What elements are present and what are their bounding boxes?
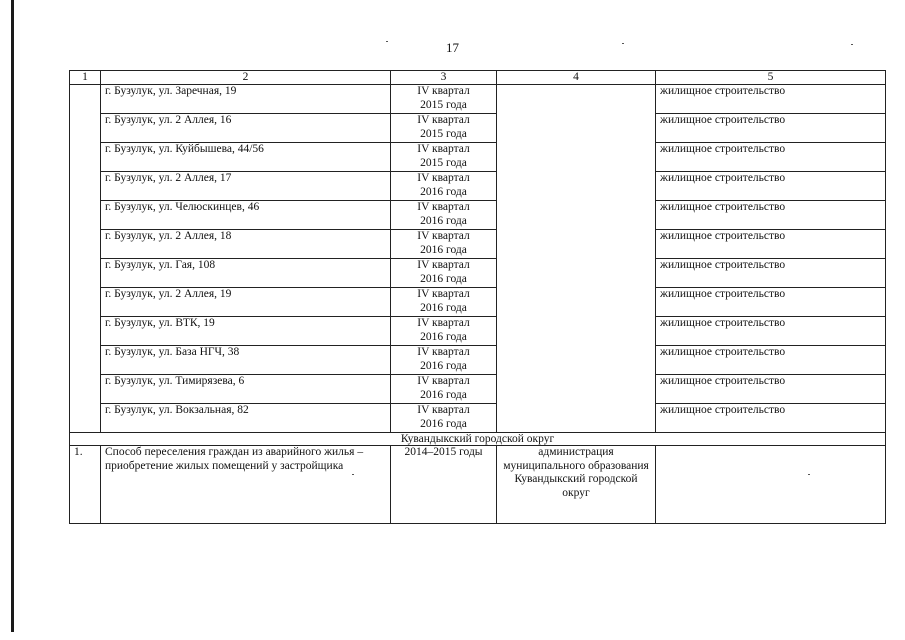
region-section xyxy=(70,433,886,446)
deadline-cell xyxy=(391,114,497,143)
table-row xyxy=(70,143,886,172)
page-number: 17 xyxy=(446,40,459,55)
deadline-quarter: IV квартал xyxy=(417,288,470,300)
purpose-cell: жилищное строительство xyxy=(656,85,886,114)
purpose-cell: жилищное строительство xyxy=(656,288,886,317)
deadline-cell xyxy=(391,172,497,201)
deadline-year: 2016 года xyxy=(420,301,467,314)
deadline-year: 2016 года xyxy=(420,272,467,285)
deadline-year: 2016 года xyxy=(420,417,467,430)
deadline-quarter: IV квартал xyxy=(417,85,470,97)
deadline-cell xyxy=(391,317,497,346)
region-row xyxy=(70,433,886,446)
address-cell: г. Бузулук, ул. Заречная, 19 xyxy=(101,85,391,114)
responsible-cell: администрация муниципального образования Кувандыкский городской округ xyxy=(497,446,656,524)
deadline-year: 2016 года xyxy=(420,185,467,198)
deadline-quarter: IV квартал xyxy=(417,172,470,184)
table-header xyxy=(70,71,886,85)
table-row xyxy=(70,288,886,317)
header-col-4: 4 xyxy=(497,71,656,85)
header-col-2: 2 xyxy=(101,71,391,85)
table-row xyxy=(70,201,886,230)
table-row xyxy=(70,172,886,201)
purpose-cell: жилищное строительство xyxy=(656,375,886,404)
deadline-quarter: IV квартал xyxy=(417,317,470,329)
header-col-3: 3 xyxy=(391,71,497,85)
address-cell: г. Бузулук, ул. Куйбышева, 44/56 xyxy=(101,143,391,172)
number-cell-empty xyxy=(70,85,101,433)
address-cell: г. Бузулук, ул. Челюскинцев, 46 xyxy=(101,201,391,230)
header-col-1: 1 xyxy=(70,71,101,85)
purpose-cell: жилищное строительство xyxy=(656,114,886,143)
table-row xyxy=(70,317,886,346)
scan-edge-line xyxy=(11,0,14,632)
address-cell: г. Бузулук, ул. База НГЧ, 38 xyxy=(101,346,391,375)
deadline-cell xyxy=(391,404,497,433)
description-cell: Способ переселения граждан из аварийного жилья – приобретение жилых помещений у застройщика xyxy=(101,446,391,524)
purpose-cell: жилищное строительство xyxy=(656,230,886,259)
header-col-5: 5 xyxy=(656,71,886,85)
address-cell: г. Бузулук, ул. 2 Аллея, 17 xyxy=(101,172,391,201)
deadline-year: 2016 года xyxy=(420,359,467,372)
deadline-year: 2016 года xyxy=(420,330,467,343)
table-row xyxy=(70,446,886,524)
deadline-year: 2016 года xyxy=(420,243,467,256)
deadline-year: 2015 года xyxy=(420,98,467,111)
purpose-cell: жилищное строительство xyxy=(656,172,886,201)
deadline-quarter: IV квартал xyxy=(417,143,470,155)
purpose-cell: жилищное строительство xyxy=(656,317,886,346)
deadline-cell xyxy=(391,230,497,259)
deadline-year: 2015 года xyxy=(420,156,467,169)
deadline-quarter: IV квартал xyxy=(417,346,470,358)
address-cell: г. Бузулук, ул. Гая, 108 xyxy=(101,259,391,288)
address-cell: г. Бузулук, ул. Тимирязева, 6 xyxy=(101,375,391,404)
purpose-cell: жилищное строительство xyxy=(656,346,886,375)
address-cell: г. Бузулук, ул. 2 Аллея, 19 xyxy=(101,288,391,317)
deadline-quarter: IV квартал xyxy=(417,404,470,416)
header-row xyxy=(70,71,886,85)
address-cell: г. Бузулук, ул. 2 Аллея, 18 xyxy=(101,230,391,259)
table-row xyxy=(70,346,886,375)
table-row xyxy=(70,375,886,404)
deadline-quarter: IV квартал xyxy=(417,259,470,271)
responsible-cell-empty xyxy=(497,85,656,433)
document-table xyxy=(69,70,886,524)
deadline-cell xyxy=(391,288,497,317)
deadline-cell xyxy=(391,201,497,230)
purpose-cell: жилищное строительство xyxy=(656,143,886,172)
table-row xyxy=(70,230,886,259)
purpose-cell xyxy=(656,446,886,524)
purpose-cell: жилищное строительство xyxy=(656,259,886,288)
row-number-cell: 1. xyxy=(70,446,101,524)
table-row xyxy=(70,85,886,114)
deadline-year: 2015 года xyxy=(420,127,467,140)
deadline-quarter: IV квартал xyxy=(417,230,470,242)
purpose-cell: жилищное строительство xyxy=(656,201,886,230)
deadline-cell xyxy=(391,85,497,114)
address-rows xyxy=(70,85,886,433)
deadline-cell xyxy=(391,259,497,288)
purpose-cell: жилищное строительство xyxy=(656,404,886,433)
deadline-year: 2016 года xyxy=(420,214,467,227)
deadline-quarter: IV квартал xyxy=(417,201,470,213)
deadline-cell xyxy=(391,375,497,404)
address-cell: г. Бузулук, ул. ВТК, 19 xyxy=(101,317,391,346)
final-section xyxy=(70,446,886,524)
deadline-cell xyxy=(391,346,497,375)
deadline-cell xyxy=(391,143,497,172)
table-row xyxy=(70,259,886,288)
deadline-quarter: IV квартал xyxy=(417,375,470,387)
table-row xyxy=(70,114,886,143)
deadline-year: 2016 года xyxy=(420,388,467,401)
address-cell: г. Бузулук, ул. Вокзальная, 82 xyxy=(101,404,391,433)
deadline-quarter: IV квартал xyxy=(417,114,470,126)
table-row xyxy=(70,404,886,433)
period-cell: 2014–2015 годы xyxy=(391,446,497,524)
region-header: Кувандыкский городской округ xyxy=(70,433,886,446)
address-cell: г. Бузулук, ул. 2 Аллея, 16 xyxy=(101,114,391,143)
